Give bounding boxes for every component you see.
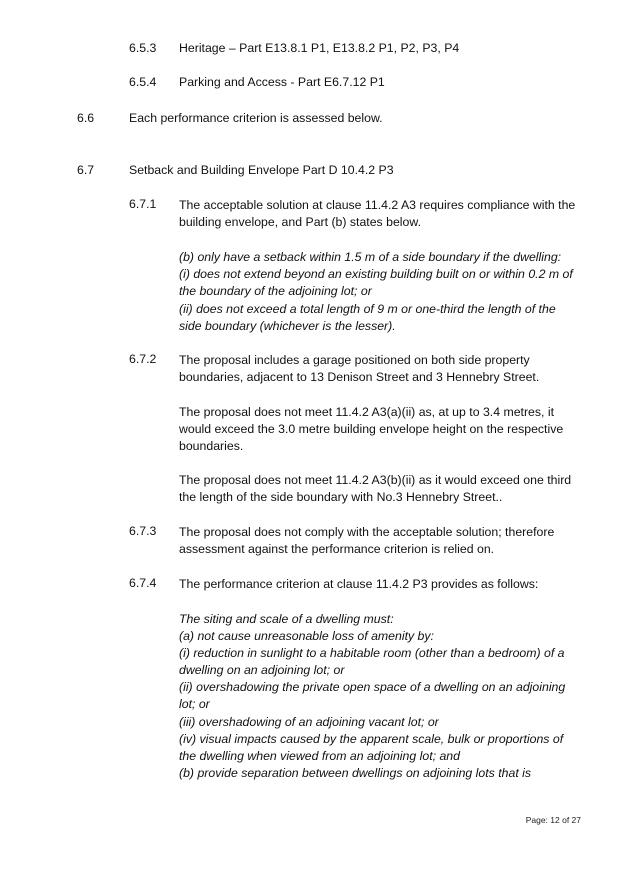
quote-line: (ii) overshadowing the private open space of a dwelling on an adjoining (179, 680, 566, 695)
section-number: 6.7 (77, 163, 95, 177)
quote-line: side boundary (whichever is the lesser). (179, 318, 396, 333)
paragraph-line: boundaries. (179, 439, 244, 453)
quote-line: dwelling on an adjoining lot; or (179, 663, 345, 678)
clause-number: 6.7.3 (129, 524, 157, 538)
clause-paragraph (179, 404, 563, 455)
section-number: 6.6 (77, 111, 95, 125)
paragraph-line: The performance criterion at clause 11.4.2 P3 provides as follows: (179, 577, 539, 591)
section-text: Each performance criterion is assessed below. (129, 111, 383, 125)
quote-line: (iv) visual impacts caused by the apparent scale, bulk or proportions of (179, 731, 564, 746)
clause-number: 6.5.4 (129, 75, 157, 89)
quote-line: (i) reduction in sunlight to a habitable room (other than a bedroom) of a (179, 646, 565, 661)
clause-number: 6.7.4 (129, 576, 157, 590)
paragraph-line: assessment against the performance criterion is relied on. (179, 542, 495, 556)
quote-line: (b) provide separation between dwellings on adjoining lots that is (179, 765, 532, 780)
paragraph-line: The proposal does not meet 11.4.2 A3(a)(ii) as, at up to 3.4 metres, it (179, 405, 555, 419)
clause-paragraph (179, 352, 539, 386)
clause-paragraph (179, 197, 575, 231)
quoted-criterion (179, 249, 573, 335)
quote-line: (b) only have a setback within 1.5 m of a side boundary if the dwelling: (179, 250, 562, 264)
paragraph-line: boundaries, adjacent to 13 Denison Street and 3 Hennebry Street. (179, 370, 540, 384)
paragraph-line: building envelope, and Part (b) states below. (179, 215, 421, 229)
clause-paragraph (179, 472, 571, 506)
clause-text: Heritage – Part E13.8.1 P1, E13.8.2 P1, P2, P3, P4 (179, 41, 460, 55)
section-heading: Setback and Building Envelope Part D 10.4.2 P3 (129, 163, 394, 177)
quote-line: (i) does not extend beyond an existing building built on or within 0.2 m of (179, 267, 573, 282)
page-number: Page: 12 of 27 (525, 815, 581, 825)
quote-line: (ii) does not exceed a total length of 9 m or one-third the length of the (179, 301, 556, 316)
paragraph-line: would exceed the 3.0 metre building envelope height on the respective (179, 422, 564, 436)
quote-line: lot; or (179, 697, 210, 712)
quote-line: (iii) overshadowing of an adjoining vacant lot; or (179, 714, 439, 729)
paragraph-line: The proposal does not comply with the acceptable solution; therefore (179, 525, 555, 539)
paragraph-line: The acceptable solution at clause 11.4.2 A3 requires compliance with the (179, 198, 576, 212)
quote-line: The siting and scale of a dwelling must: (179, 612, 394, 626)
quoted-criterion (179, 611, 565, 782)
paragraph-line: The proposal includes a garage positioned on both side property (179, 353, 530, 367)
clause-text: Parking and Access - Part E6.7.12 P1 (179, 75, 385, 89)
quote-line: the boundary of the adjoining lot; or (179, 284, 372, 299)
clause-number: 6.7.1 (129, 197, 157, 211)
quote-line: the dwelling when viewed from an adjoining lot; and (179, 748, 460, 763)
paragraph-line: The proposal does not meet 11.4.2 A3(b)(ii) as it would exceed one third (179, 473, 572, 487)
clause-paragraph (179, 576, 538, 593)
clause-number: 6.7.2 (129, 352, 157, 366)
quote-line: (a) not cause unreasonable loss of amenity by: (179, 629, 434, 644)
paragraph-line: the length of the side boundary with No.3 Hennebry Street.. (179, 490, 503, 504)
clause-number: 6.5.3 (129, 41, 157, 55)
clause-paragraph (179, 524, 554, 558)
